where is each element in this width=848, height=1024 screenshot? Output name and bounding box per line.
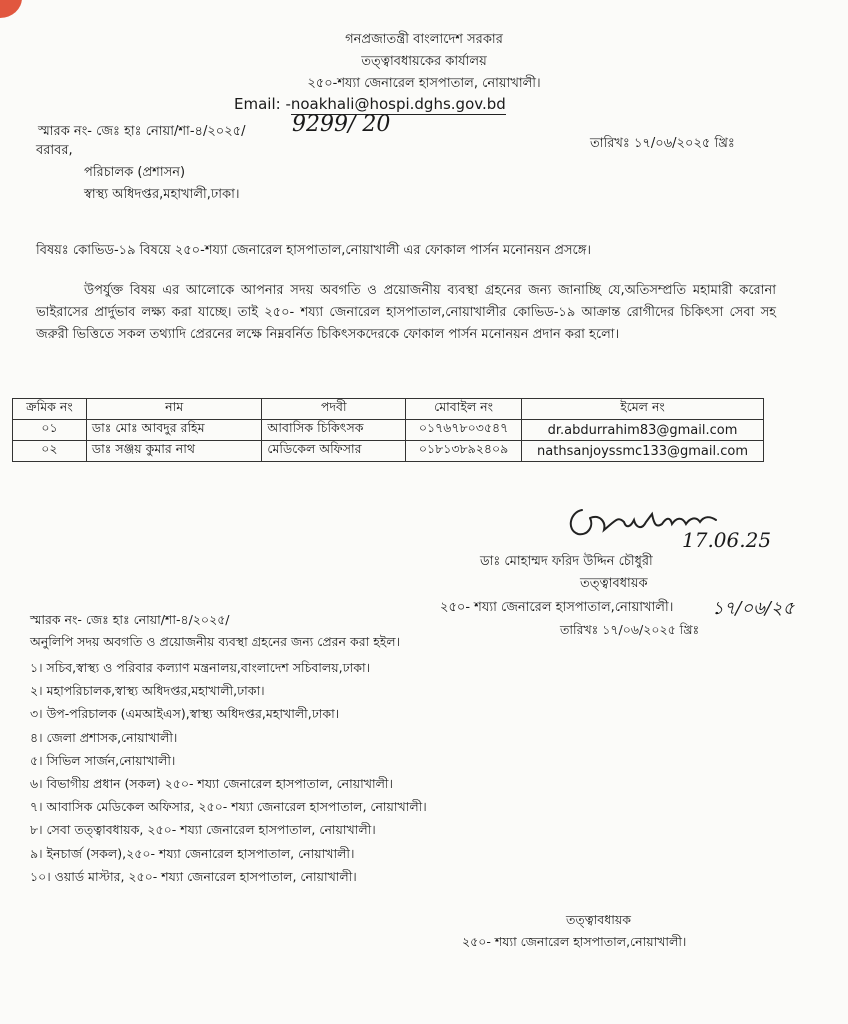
list-item: ৫। সিভিল সার্জন,নোয়াখালী।: [30, 752, 176, 768]
list-item: ১০। ওয়ার্ড মাস্টার, ২৫০- শয্যা জেনারেল হাসপাতাল, নোয়াখালী।: [30, 868, 357, 884]
corner-stamp-mark: [0, 0, 22, 18]
office-name: তত্ত্বাবধায়কের কার্যালয়: [361, 54, 487, 69]
footer-office: ২৫০- শয্যা জেনারেল হাসপাতাল,নোয়াখালী।: [462, 934, 687, 949]
recipient-address: স্বাস্থ্য অধিদপ্তর,মহাখালী,ঢাকা।: [84, 187, 240, 202]
copy-memo-number: স্মারক নং- জেঃ হাঃ নোয়া/শা-৪/২০২৫/: [30, 612, 230, 627]
table-header-row: [13, 399, 764, 420]
signatory-title: তত্ত্বাবধায়ক: [580, 576, 648, 591]
email-address[interactable]: noakhali@hospi.dghs.gov.bd: [290, 95, 506, 113]
header-designation: পদবী: [262, 399, 406, 420]
cell-mobile: ০১৮১৩৮৯২৪০৯: [406, 441, 522, 462]
cell-serial: ০২: [13, 441, 87, 462]
list-item: ৩। উপ-পরিচালক (এমআইএস),স্বাস্থ্য অধিদপ্তর,মহাখালী,ঢাকা।: [30, 706, 340, 722]
copy-recipient-list: [30, 656, 427, 888]
cell-serial: ০১: [13, 420, 87, 441]
cell-email[interactable]: dr.abdurrahim83@gmail.com: [522, 420, 764, 441]
list-item: ৭। আবাসিক মেডিকেল অফিসার, ২৫০- শয্যা জেনারেল হাসপাতাল, নোয়াখালী।: [30, 799, 427, 815]
list-item: ৬। বিভাগীয় প্রধান (সকল) ২৫০- শয্যা জেনারেল হাসপাতাল, নোয়াখালী।: [30, 776, 393, 792]
email-line: [234, 95, 506, 113]
footer-title: তত্ত্বাবধায়ক: [566, 912, 631, 927]
header-email: ইমেল নং: [522, 399, 764, 420]
cell-email[interactable]: nathsanjoyssmc133@gmail.com: [522, 441, 764, 462]
handwritten-signature-date: 17.06.25: [682, 528, 772, 552]
recipient-to: বরাবর,: [36, 143, 73, 158]
signatory-office: ২৫০- শয্যা জেনারেল হাসপাতাল,নোয়াখালী।: [440, 600, 674, 615]
memo-date: তারিখঃ ১৭/০৬/২০২৫ খ্রিঃ: [590, 136, 735, 151]
cell-designation: মেডিকেল অফিসার: [262, 441, 406, 462]
list-item: ২। মহাপরিচালক,স্বাস্থ্য অধিদপ্তর,মহাখালী,ঢাকা।: [30, 683, 265, 699]
header-name: নাম: [86, 399, 262, 420]
cell-name: ডাঃ মোঃ আবদুর রহিম: [86, 420, 262, 441]
cell-designation: আবাসিক চিকিৎসক: [262, 420, 406, 441]
email-label: Email: -: [234, 95, 291, 113]
recipient-designation: পরিচালক (প্রশাসন): [84, 165, 186, 180]
body-line-2: মহামারী করোনা ভাইরাসের প্রার্দুভাব লক্ষ্য করা যাচ্ছে। তাই ২৫০- শয্যা জেনারেল হাসপাতাল,নোয়াখালীর কোভিড-১৯: [36, 283, 776, 320]
table-row: [13, 441, 764, 462]
copy-intro: অনুলিপি সদয় অবগতি ও প্রয়োজনীয় ব্যবস্থা গ্রহনের জন্য প্রেরন করা হইল।: [30, 634, 401, 649]
signatory-name: ডাঃ মোহাম্মদ ফরিদ উদ্দিন চৌধুরী: [480, 554, 653, 569]
govt-name: গনপ্রজাতন্ত্রী বাংলাদেশ সরকার: [345, 32, 503, 47]
list-item: ৯। ইনচার্জ (সকল),২৫০- শয্যা জেনারেল হাসপাতাল, নোয়াখালী।: [30, 845, 355, 861]
body-line-3: আক্রান্ত রোগীদের চিকিৎসা সেবা সহ জরুরী ভিত্তিতে সকল তথ্যাদি প্রেরনের লক্ষে নিম্নবর্নিত চিকিৎসকদেরকে ফোকাল: [36, 305, 776, 342]
header-mobile: মোবাইল নং: [406, 399, 522, 420]
body-paragraph: [36, 280, 776, 346]
list-item: ১। সচিব,স্বাস্থ্য ও পরিবার কল্যাণ মন্ত্রনালয়,বাংলাদেশ সচিবালয়,ঢাকা।: [30, 660, 371, 675]
handwritten-initial-date: ১৭/০৬/২৫: [712, 598, 795, 619]
list-item: ৪। জেলা প্রশাসক,নোয়াখালী।: [30, 729, 178, 745]
hospital-name: ২৫০-শয্যা জেনারেল হাসপাতাল, নোয়াখালী।: [307, 76, 541, 91]
table-row: [13, 420, 764, 441]
header-serial: ক্রমিক নং: [13, 399, 87, 420]
list-item: ৮। সেবা তত্ত্বাবধায়ক, ২৫০- শয্যা জেনারেল হাসপাতাল, নোয়াখালী।: [30, 822, 376, 838]
cell-mobile: ০১৭৬৭৮০৩৫৪৭: [406, 420, 522, 441]
focal-person-table: [12, 398, 764, 462]
cell-name: ডাঃ সঞ্জয় কুমার নাথ: [86, 441, 262, 462]
body-line-4: পার্সন মনোনয়ন প্রদান করা হলো।: [448, 327, 620, 342]
memo-number: স্মারক নং- জেঃ হাঃ নোয়া/শা-৪/২০২৫/: [38, 124, 246, 139]
body-line-1: উপর্যুক্ত বিষয় এর আলোকে আপনার সদয় অবগতি ও প্রয়োজনীয় ব্যবস্থা গ্রহনের জন্য জানাচ্ছি যে,অতিসম্প্রতি: [84, 283, 687, 298]
subject-line: বিষয়ঃ কোভিড-১৯ বিষয়ে ২৫০-শয্যা জেনারেল হাসপাতাল,নোয়াখালী এর ফোকাল পার্সন মনোনয়ন প্রসঙ্গে।: [36, 243, 592, 258]
copy-date: তারিখঃ ১৭/০৬/২০২৫ খ্রিঃ: [560, 622, 700, 637]
handwritten-memo-number: 9299/ 20: [292, 112, 391, 137]
